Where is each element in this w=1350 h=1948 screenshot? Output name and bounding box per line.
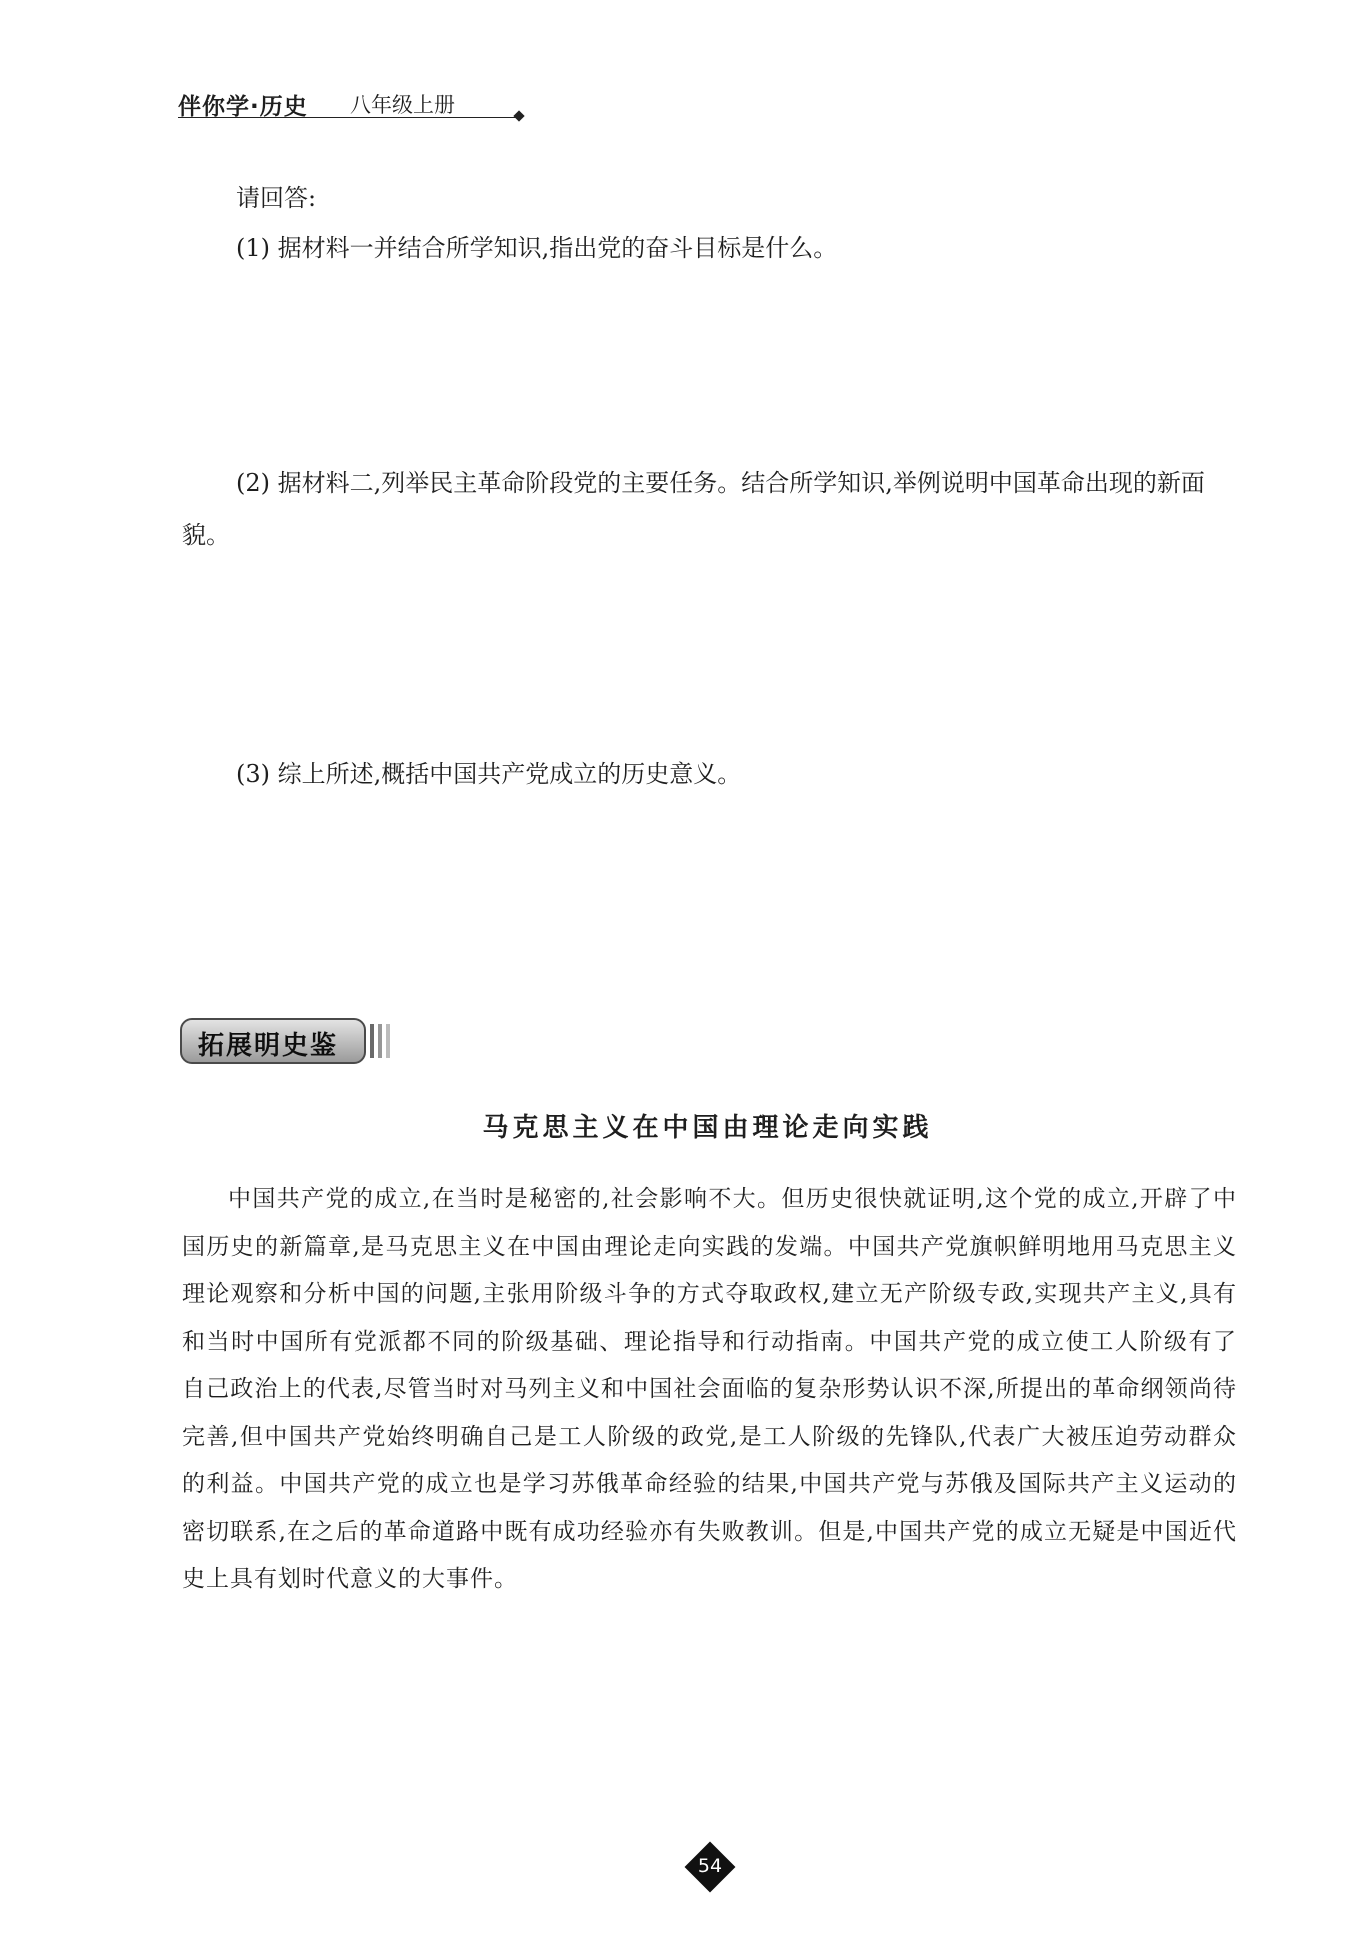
article-body: 中国共产党的成立,在当时是秘密的,社会影响不大。但历史很快就证明,这个党的成立,开辟了中国历史的新篇章,是马克思主义在中国由理论走向实践的发端。中国共产党旗帜鲜明地用马克思主义理论观察和分析中国的问题,主张用阶级斗争的方式夺取政权,建立无产阶级专政,实现共产主义,具有和当时中国所有党派都不同的阶级基础、理论指导和行动指南。中国共产党的成立使工人阶级有了自己政治上的代表,尽管当时对马列主义和中国社会面临的复杂形势认识不深,所提出的革命纲领尚待完善,但中国共产党始终明确自己是工人阶级的政党,是工人阶级的先锋队,代表广大被压迫劳动群众的利益。中国共产党的成立也是学习苏俄革命经验的结果,中国共产党与苏俄及国际共产主义运动的密切联系,在之后的革命道路中既有成功经验亦有失败教训。但是,中国共产党的成立无疑是中国近代史上具有划时代意义的大事件。 <box>182 1186 1237 1592</box>
book-series-title: 伴你学·历史 <box>178 94 308 120</box>
question-3: (3) 综上所述,概括中国共产党成立的历史意义。 <box>236 760 742 788</box>
section-label: 拓展明史鉴 <box>198 1031 339 1061</box>
badge-stripe <box>378 1024 382 1058</box>
page-number-badge <box>685 1842 735 1892</box>
page-number: 54 <box>697 1855 723 1877</box>
question-1: (1) 据材料一并结合所学知识,指出党的奋斗目标是什么。 <box>236 234 838 262</box>
header-rule <box>178 117 518 118</box>
badge-stripe <box>386 1024 390 1058</box>
article-title: 马克思主义在中国由理论走向实践 <box>482 1113 933 1143</box>
header-diamond-icon <box>513 110 524 121</box>
badge-stripe <box>370 1024 374 1058</box>
question-prompt: 请回答: <box>236 184 317 212</box>
grade-label: 八年级上册 <box>350 93 455 117</box>
section-heading-badge <box>180 1018 400 1066</box>
question-2: (2) 据材料二,列举民主革命阶段党的主要任务。结合所学知识,举例说明中国革命出现的新面貌。 <box>182 469 1205 549</box>
running-header <box>178 86 524 120</box>
